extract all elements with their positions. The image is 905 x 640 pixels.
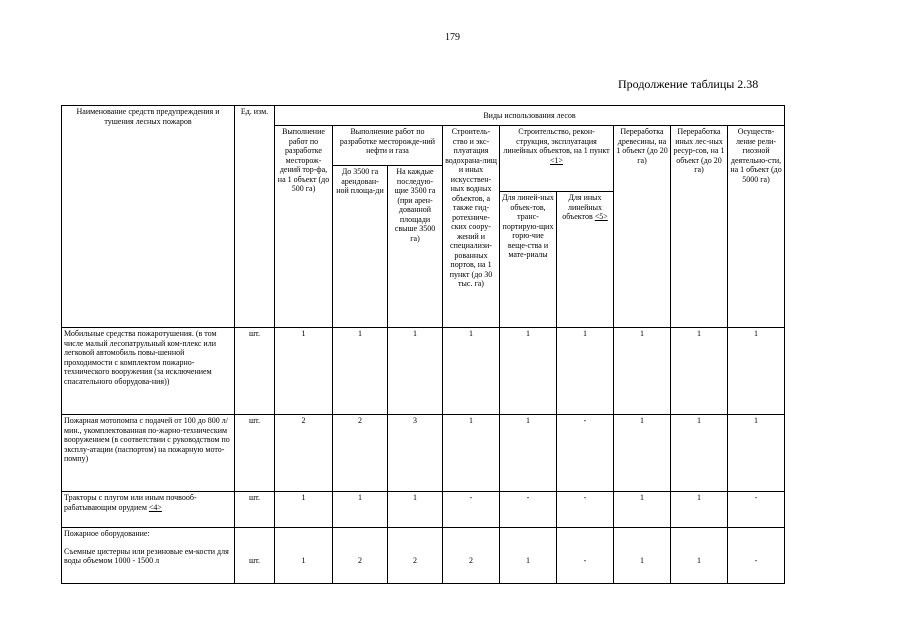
row-name-heading: Пожарное оборудование: xyxy=(64,529,150,538)
row-unit: шт. xyxy=(235,528,275,584)
cell-value: 1 xyxy=(333,492,388,528)
cell-value: 1 xyxy=(443,415,500,492)
cell-value: 1 xyxy=(557,328,614,415)
table-row xyxy=(62,415,785,492)
cell-value: 1 xyxy=(728,328,785,415)
cell-value: - xyxy=(557,492,614,528)
cell-value: - xyxy=(443,492,500,528)
cell-value: 1 xyxy=(500,528,557,584)
row-name: Мобильные средства пожаротушения. (в том числе малый лесопатрульный ком-плекс или легковой автомобиль повы-шенной проходимости с комплектом пожарно-технического вооружения (за исключением спасательного оборудова-ния)) xyxy=(62,328,235,415)
cell-value: 1 xyxy=(671,528,728,584)
header-c4b xyxy=(557,192,614,328)
row-name-text: Тракторы с плугом или иным почвооб-рабатывающим орудием xyxy=(64,493,197,512)
table-row xyxy=(62,328,785,415)
cell-value: 2 xyxy=(333,415,388,492)
cell-value: 1 xyxy=(443,328,500,415)
row-unit: шт. xyxy=(235,415,275,492)
row-name: Пожарная мотопомпа с подачей от 100 до 800 л/мин., укомплектованная по-жарно-техническим вооружением (в соответствии с руководством по эксплу-атации (паспортом) на пожарную мото-помпу) xyxy=(62,415,235,492)
header-c6: Переработка иных лес-ных ресур-сов, на 1 объект (до 20 га) xyxy=(671,126,728,328)
cell-value: 1 xyxy=(275,328,333,415)
row-unit: шт. xyxy=(235,492,275,528)
row-unit: шт. xyxy=(235,328,275,415)
cell-value: 1 xyxy=(614,415,671,492)
cell-value: 2 xyxy=(388,528,443,584)
cell-value: - xyxy=(728,492,785,528)
cell-value: 1 xyxy=(671,415,728,492)
cell-value: 1 xyxy=(275,492,333,528)
data-table xyxy=(61,105,785,584)
cell-value: - xyxy=(500,492,557,528)
cell-value: 1 xyxy=(614,328,671,415)
row-name-link[interactable]: <4> xyxy=(148,502,162,512)
header-group: Виды использования лесов xyxy=(275,106,785,126)
cell-value: 1 xyxy=(614,528,671,584)
table-row xyxy=(62,492,785,528)
cell-value: 3 xyxy=(388,415,443,492)
cell-value: 1 xyxy=(333,328,388,415)
cell-value: 1 xyxy=(275,528,333,584)
header-c4b-text: Для иных линейных объектов xyxy=(562,193,603,221)
row-name xyxy=(62,492,235,528)
header-c4a: Для линей-ных объек-тов, транс-портирую-щих горю-чие веще-ства и мате-риалы xyxy=(500,192,557,328)
header-c5: Переработка древесины, на 1 объект (до 20 га) xyxy=(614,126,671,328)
cell-value: 1 xyxy=(388,328,443,415)
header-name: Наименование средств предупреждения и тушения лесных пожаров xyxy=(62,106,235,328)
cell-value: - xyxy=(557,415,614,492)
header-c7: Осуществ-ление рели-гиозной деятельно-сти, на 1 объект (до 5000 га) xyxy=(728,126,785,328)
cell-value: 1 xyxy=(728,415,785,492)
header-c2b: На каждые последую-щие 3500 га (при арен-дованной площади свыше 3500 га) xyxy=(388,166,443,328)
header-c4-link[interactable]: <1> xyxy=(549,155,564,165)
header-c4-text: Строительство, рекон-струкция, эксплуатация линейных объектов, на 1 пункт xyxy=(503,127,610,155)
cell-value: 1 xyxy=(671,328,728,415)
cell-value: 2 xyxy=(333,528,388,584)
row-name xyxy=(62,528,235,584)
header-unit: Ед. изм. xyxy=(235,106,275,328)
table-row xyxy=(62,528,785,584)
cell-value: 1 xyxy=(500,415,557,492)
cell-value: 1 xyxy=(614,492,671,528)
cell-value: - xyxy=(728,528,785,584)
header-c1: Выполнение работ по разработке месторож-дений тор-фа, на 1 объект (до 500 га) xyxy=(275,126,333,328)
page-number: 179 xyxy=(445,32,460,43)
cell-value: 2 xyxy=(275,415,333,492)
cell-value: - xyxy=(557,528,614,584)
header-c4-group xyxy=(500,126,614,192)
cell-value: 1 xyxy=(671,492,728,528)
cell-value: 1 xyxy=(388,492,443,528)
cell-value: 2 xyxy=(443,528,500,584)
row-name-item: Съемные цистерны или резиновые ем-кости для воды объемом 1000 - 1500 л xyxy=(64,546,229,565)
table-caption: Продолжение таблицы 2.38 xyxy=(618,77,759,91)
header-c2-group: Выполнение работ по разработке месторожде-ний нефти и газа xyxy=(333,126,443,166)
header-c4b-link[interactable]: <5> xyxy=(594,212,608,221)
header-c3: Строитель-ство и экс-плуатация водохрана-лищ и иных искусствен-ных водных объектов, а также гид-ротехниче-ских соору-жений и специализи-рованных портов, на 1 пункт (до 30 тыс. га) xyxy=(443,126,500,328)
cell-value: 1 xyxy=(500,328,557,415)
header-c2a: До 3500 га арендован-ной площа-ди xyxy=(333,166,388,328)
